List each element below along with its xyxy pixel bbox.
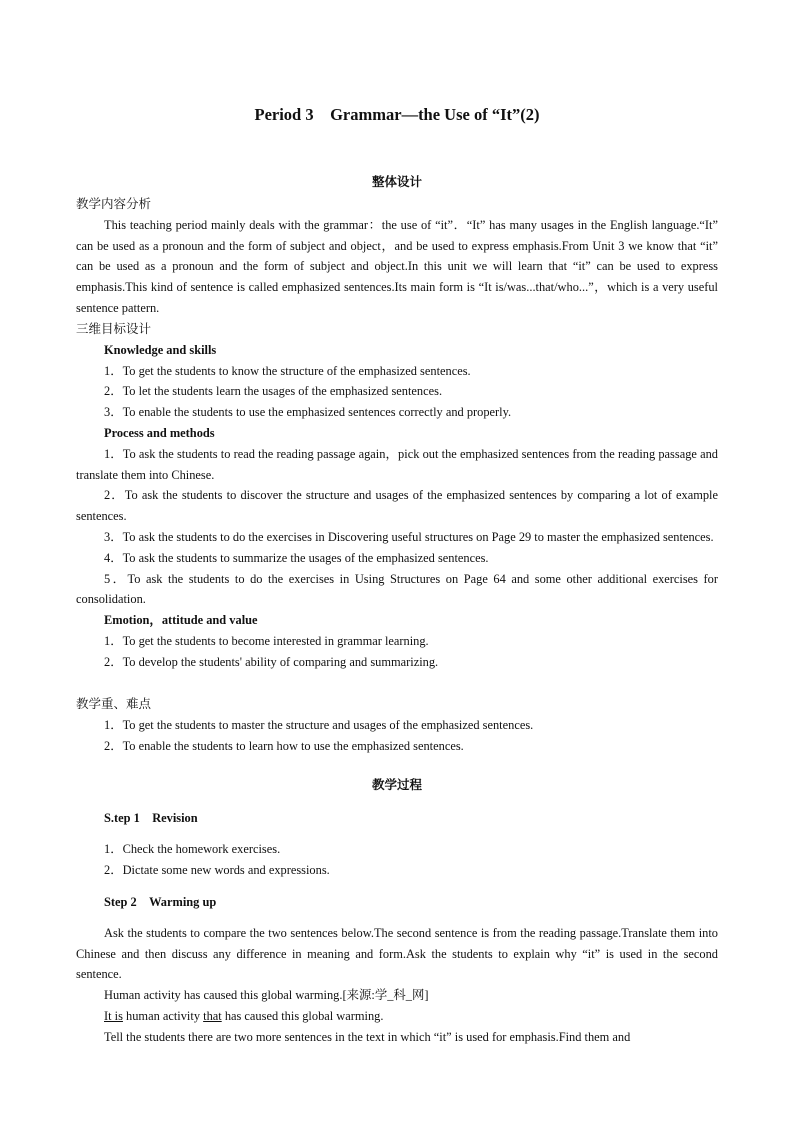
list-item: 2．To let the students learn the usages of the emphasized sentences. bbox=[104, 384, 443, 399]
list-item: 1．To get the students to master the structure and usages of the emphasized sentences. bbox=[104, 717, 534, 732]
content-analysis-paragraph: This teaching period mainly deals with the grammar：the use of “it”．“It” has many usages in the English language.“It” can be used as a pronoun and the form of subject and object，and be used to express emphasis.From Unit 3 we know that “it” can be used as a pronoun and the form of subject and object.In this unit we will learn that “it” can be used to express emphasis.This kind of sentence is called emphasized sentences.Its main form is “It is/was...that/who...”，which is a very useful sentence pattern. bbox=[76, 217, 718, 315]
key-points-heading: 教学重、难点 bbox=[76, 696, 152, 711]
goals-heading: 三维目标设计 bbox=[76, 321, 152, 336]
key-points-section bbox=[76, 694, 718, 756]
section-heading-process: 教学过程 bbox=[371, 777, 422, 792]
emotion-heading: Emotion，attitude and value bbox=[104, 613, 258, 628]
step2-section bbox=[76, 892, 718, 1048]
step2-last-line: Tell the students there are two more sentences in the text in which “it” is used for emphasis.Find them and bbox=[104, 1029, 631, 1044]
content-analysis-section bbox=[76, 194, 718, 319]
content-analysis-heading: 教学内容分析 bbox=[76, 196, 152, 211]
list-item: 2．To enable the students to learn how to use the emphasized sentences. bbox=[104, 738, 464, 753]
list-item: 3．To ask the students to do the exercises in Discovering useful structures on Page 29 to master the emphasized sentences. bbox=[104, 529, 714, 544]
example-sentence-1: Human activity has caused this global warming.[来源:学_科_网] bbox=[104, 988, 429, 1003]
process-heading: Process and methods bbox=[104, 425, 215, 440]
goals-section bbox=[76, 319, 718, 673]
list-item: 4．To ask the students to summarize the usages of the emphasized sentences. bbox=[104, 550, 489, 565]
step2-paragraph: Ask the students to compare the two sentences below.The second sentence is from the reading passage.Translate them into Chinese and then discuss any difference in meaning and form.Ask the students to explain why “it” is used in the second sentence. bbox=[76, 925, 718, 982]
step1-section bbox=[76, 808, 718, 880]
knowledge-heading: Knowledge and skills bbox=[104, 342, 217, 357]
list-item: 2．Dictate some new words and expressions. bbox=[104, 862, 330, 877]
list-item: 2．To develop the students' ability of comparing and summarizing. bbox=[104, 654, 439, 669]
section-heading-overall: 整体设计 bbox=[371, 174, 422, 189]
example-sentence-2: It is human activity that has caused this global warming. bbox=[104, 1008, 384, 1023]
list-item: 3．To enable the students to use the emphasized sentences correctly and properly. bbox=[104, 405, 512, 420]
underlined-it-is: It is bbox=[104, 1008, 123, 1023]
list-item: 2．To ask the students to discover the structure and usages of the emphasized sentences by comparing a lot of example sentences. bbox=[76, 488, 718, 524]
page-title: Period 3 Grammar—the Use of “It”(2) bbox=[254, 105, 540, 124]
list-item: 1．To get the students to know the structure of the emphasized sentences. bbox=[104, 363, 471, 378]
list-item: 1．To get the students to become interested in grammar learning. bbox=[104, 633, 429, 648]
step2-heading: Step 2 Warming up bbox=[104, 895, 217, 909]
list-item: 1．To ask the students to read the reading passage again，pick out the emphasized sentences from the reading passage and translate them into Chinese. bbox=[76, 446, 718, 482]
step1-heading: S.tep 1 Revision bbox=[104, 811, 198, 825]
list-item: 5．To ask the students to do the exercises in Using Structures on Page 64 and some other additional exercises for consolidation. bbox=[76, 571, 718, 607]
list-item: 1．Check the homework exercises. bbox=[104, 841, 281, 856]
underlined-that: that bbox=[203, 1008, 222, 1023]
